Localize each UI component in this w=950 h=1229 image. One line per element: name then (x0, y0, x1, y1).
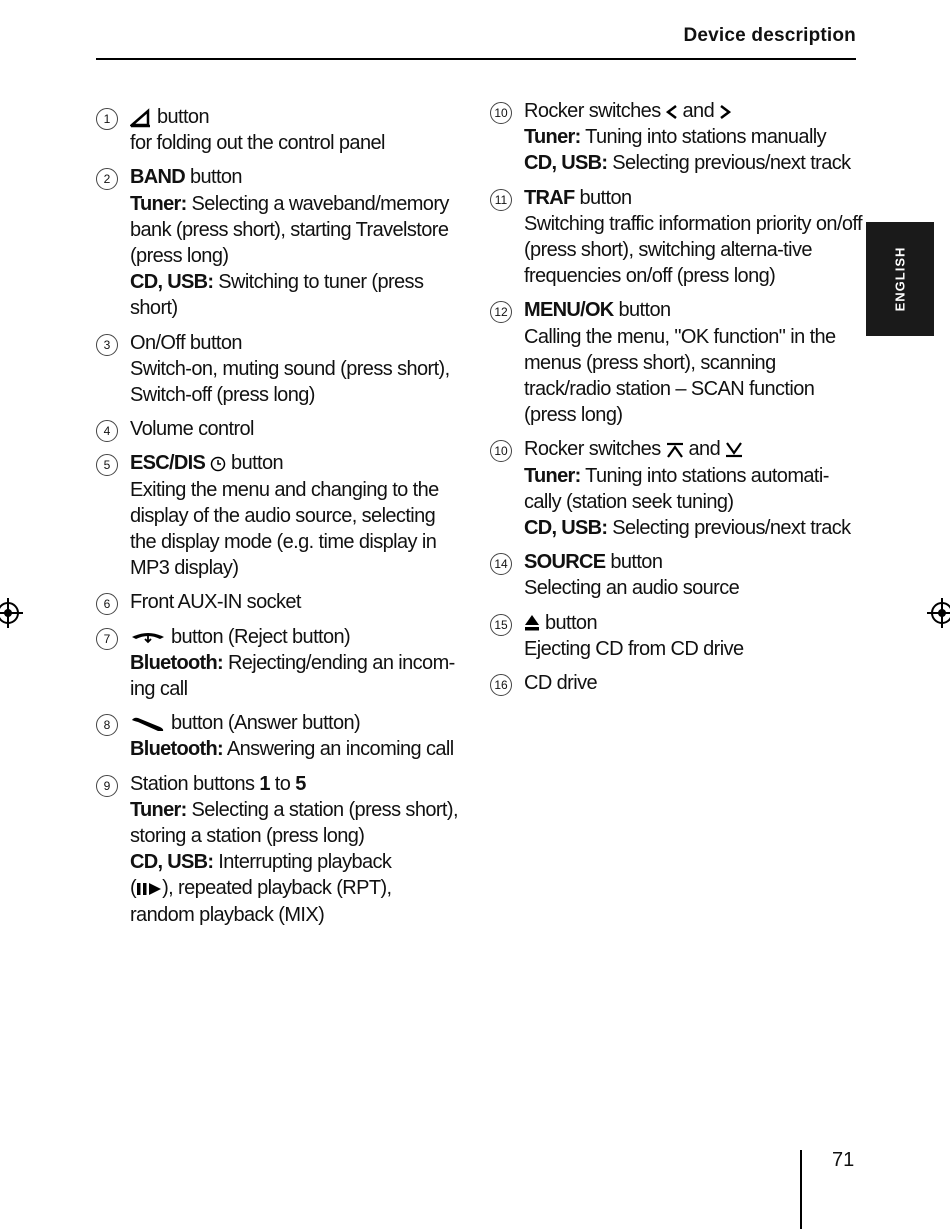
item-title: Front AUX-IN socket (130, 591, 301, 614)
item-title: Volume control (130, 418, 254, 441)
item-name: TRAF (524, 186, 575, 209)
item-description: Selecting an audio source (524, 577, 740, 600)
item-number: 10 (490, 102, 512, 124)
item-number: 2 (96, 168, 118, 190)
item-number: 9 (96, 775, 118, 797)
item-description: Exiting the menu and changing to the display of the audio source, selecting the display mode (e.g. time display in MP3 display) (130, 478, 439, 580)
registration-mark-right-icon (931, 602, 950, 624)
item-name: SOURCE (524, 551, 606, 574)
list-item: 9 Station buttons 1 to 5 Tuner: Selecting a station (press short), storing a station (press long) CD, USB: Interrupting playback ( ), repeated playback (RPT), random playback (MIX) (96, 771, 466, 928)
list-item: 7 button (Reject button) Bluetooth: Rejecting/ending an incom-ing call (96, 624, 466, 703)
clock-icon (210, 456, 226, 472)
item-number: 11 (490, 189, 512, 211)
item-number: 15 (490, 614, 512, 636)
list-item: 1 button for folding out the control panel (96, 104, 466, 156)
item-number: 1 (96, 108, 118, 130)
page-number-rule (800, 1150, 802, 1229)
page-header (96, 22, 856, 60)
chevron-left-icon (666, 104, 678, 120)
item-name: BAND (130, 166, 185, 189)
list-item (96, 416, 466, 442)
chevron-right-icon (719, 104, 731, 120)
item-number: 5 (96, 454, 118, 476)
item-number: 10 (490, 440, 512, 462)
list-item (490, 670, 865, 696)
list-item: 12 MENU/OK button Calling the menu, "OK function" in the menus (press short), scanning track/radio station – SCAN function (press long) (490, 297, 865, 428)
language-tab (866, 222, 934, 336)
item-name: MENU/OK (524, 299, 614, 322)
list-item: 10 Rocker switches and Tuner: Tuning into stations manually CD, USB: Selecting previous/next track (490, 98, 865, 177)
item-title: CD drive (524, 672, 597, 695)
item-name: ESC/DIS (130, 452, 206, 475)
page-number: 71 (832, 1149, 855, 1171)
list-item: 2 BAND button Tuner: Selecting a waveband/memory bank (press short), starting Travelstore (press long) CD, USB: Switching to tuner (press short) (96, 164, 466, 321)
page-title: Device description (683, 25, 856, 46)
item-number: 12 (490, 301, 512, 323)
registration-mark-left-icon (0, 602, 19, 624)
item-number: 14 (490, 553, 512, 575)
item-title: On/Off button (130, 331, 242, 354)
item-number: 16 (490, 674, 512, 696)
fold-out-icon (130, 108, 152, 128)
list-item: 15 button Ejecting CD from CD drive (490, 610, 865, 662)
list-item: 11 TRAF button Switching traffic information priority on/off (press short), switching alterna-tive frequencies on/off (press long) (490, 185, 865, 290)
left-column (96, 104, 466, 936)
item-description: Switching traffic information priority on/off (press short), switching alterna-tive frequencies on/off (press long) (524, 212, 862, 288)
list-item: 14 SOURCE button Selecting an audio source (490, 549, 865, 601)
item-description: Ejecting CD from CD drive (524, 637, 744, 660)
list-item: 10 Rocker switches and Tuner: Tuning into stations automati-cally (station seek tuning) CD, USB: Selecting previous/next track (490, 436, 865, 541)
list-item: 3 On/Off button Switch-on, muting sound (press short), Switch-off (press long) (96, 330, 466, 409)
item-number: 4 (96, 420, 118, 442)
right-column (490, 98, 865, 704)
answer-call-icon (130, 716, 166, 732)
item-number: 8 (96, 714, 118, 736)
seek-up-icon (666, 442, 684, 458)
list-item (96, 589, 466, 615)
list-item: 5 ESC/DIS button Exiting the menu and changing to the display of the audio source, selecting the display mode (e.g. time display in MP3 display) (96, 450, 466, 581)
list-item: 8 button (Answer button) Bluetooth: Answering an incoming call (96, 710, 466, 762)
item-number: 6 (96, 593, 118, 615)
language-tab-label: ENGLISH (892, 246, 908, 312)
item-number: 3 (96, 334, 118, 356)
item-description: Calling the menu, "OK function" in the menus (press short), scanning track/radio station – SCAN function (press long) (524, 325, 836, 427)
item-number: 7 (96, 628, 118, 650)
seek-down-icon (725, 442, 743, 458)
eject-icon (524, 614, 540, 632)
item-description: for folding out the control panel (130, 132, 385, 155)
reject-call-icon (130, 630, 166, 644)
pause-play-icon (136, 881, 162, 897)
